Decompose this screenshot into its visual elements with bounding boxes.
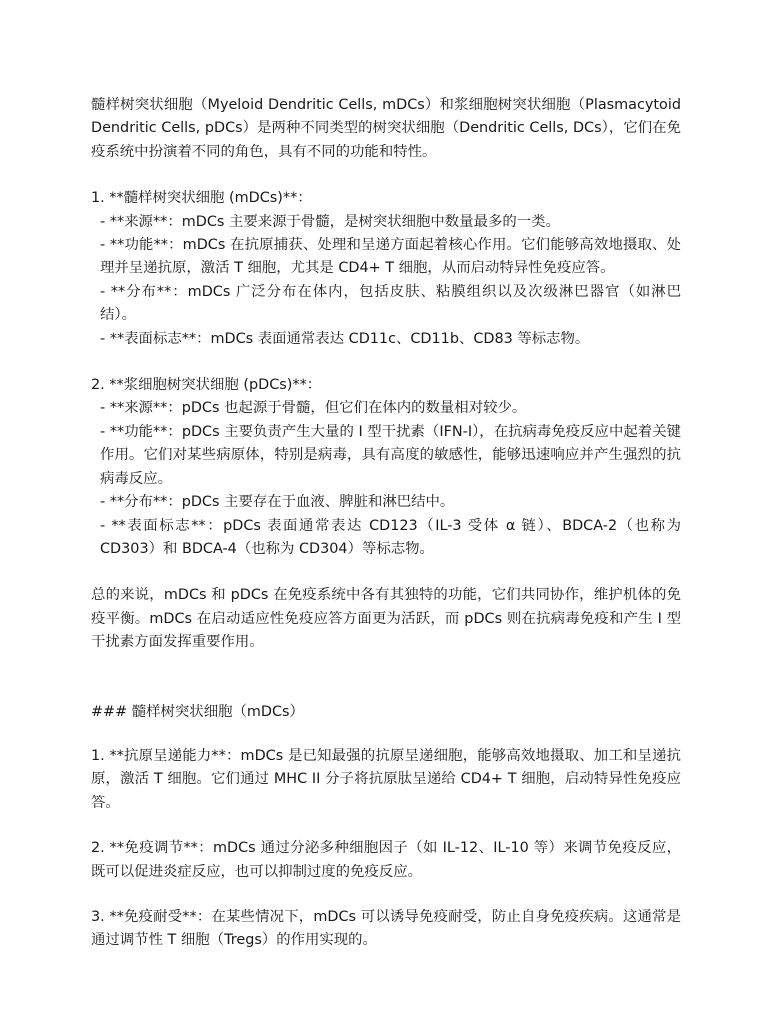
spacer <box>91 561 681 584</box>
point-immune-regulation: 2. **免疫调节**：mDCs 通过分泌多种细胞因子（如 IL-12、IL-10 等）来调节免疫反应，既可以促进炎症反应，也可以抑制过度的免疫反应。 <box>91 840 681 880</box>
point-antigen-presentation: 1. **抗原呈递能力**：mDCs 是已知最强的抗原呈递细胞，能够高效地摄取、加工和呈递抗原，激活 T 细胞。它们通过 MHC II 分子将抗原肽呈递给 CD4+ T 细胞，启动特异性免疫应答。 <box>91 747 681 811</box>
spacer <box>91 678 681 701</box>
pdcs-origin-item: - **来源**：pDCs 也起源于骨髓，但它们在体内的数量相对较少。 <box>100 400 527 417</box>
spacer <box>91 351 681 374</box>
summary-paragraph: 总的来说，mDCs 和 pDCs 在免疫系统中各有其独特的功能，它们共同协作，维护机体的免疫平衡。mDCs 在启动适应性免疫应答方面更为活跃，而 pDCs 则在抗病毒免疫和产生 I 型干扰素方面发挥重要作用。 <box>91 587 681 651</box>
section-pdcs <box>91 374 681 561</box>
point-immune-tolerance: 3. **免疫耐受**：在某些情况下，mDCs 可以诱导免疫耐受，防止自身免疫疾病。这通常是通过调节性 T 细胞（Tregs）的作用实现的。 <box>91 908 681 949</box>
pdcs-distribution-item: - **分布**：pDCs 主要存在于血液、脾脏和淋巴结中。 <box>100 494 455 511</box>
document-page <box>91 94 681 975</box>
mdcs-function-item: - **功能**：mDCs 在抗原捕获、处理和呈递方面起着核心作用。它们能够高效地摄取、处理并呈递抗原，激活 T 细胞，尤其是 CD4+ T 细胞，从而启动特异性免疫应答。 <box>100 237 681 277</box>
pdcs-function-item: - **功能**：pDCs 主要负责产生大量的 I 型干扰素（IFN-I），在抗病毒免疫反应中起着关键作用。它们对某些病原体，特别是病毒，具有高度的敏感性，能够迅速响应并产生强烈的抗病毒反应。 <box>100 423 681 487</box>
intro-paragraph: 髓样树突状细胞（Myeloid Dendritic Cells, mDCs）和浆细胞树突状细胞（Plasmacytoid Dendritic Cells, pDCs）是两种不同类型的树突状细胞（Dendritic Cells, DCs），它们在免疫系统中扮演着不同的角色，具有不同的功能和特性。 <box>91 97 681 160</box>
pdcs-markers-item: - **表面标志**：pDCs 表面通常表达 CD123（IL-3 受体 α 链）、BDCA-2（也称为 CD303）和 BDCA-4（也称为 CD304）等标志物。 <box>100 517 681 557</box>
mdcs-heading: ### 髓样树突状细胞（mDCs） <box>91 703 304 720</box>
mdcs-distribution-item: - **分布**：mDCs 广泛分布在体内，包括皮肤、粘膜组织以及次级淋巴器官（如淋巴结）。 <box>100 283 681 324</box>
section-mdcs <box>91 187 681 351</box>
mdcs-markers-item: - **表面标志**：mDCs 表面通常表达 CD11c、CD11b、CD83 等标志物。 <box>100 330 590 347</box>
mdcs-origin-item: - **来源**：mDCs 主要来源于骨髓，是树突状细胞中数量最多的一类。 <box>100 213 560 230</box>
section-pdcs-title: 2. **浆细胞树突状细胞 (pDCs)**： <box>91 377 322 394</box>
section-mdcs-title: 1. **髓样树突状细胞 (mDCs)**： <box>91 190 312 207</box>
